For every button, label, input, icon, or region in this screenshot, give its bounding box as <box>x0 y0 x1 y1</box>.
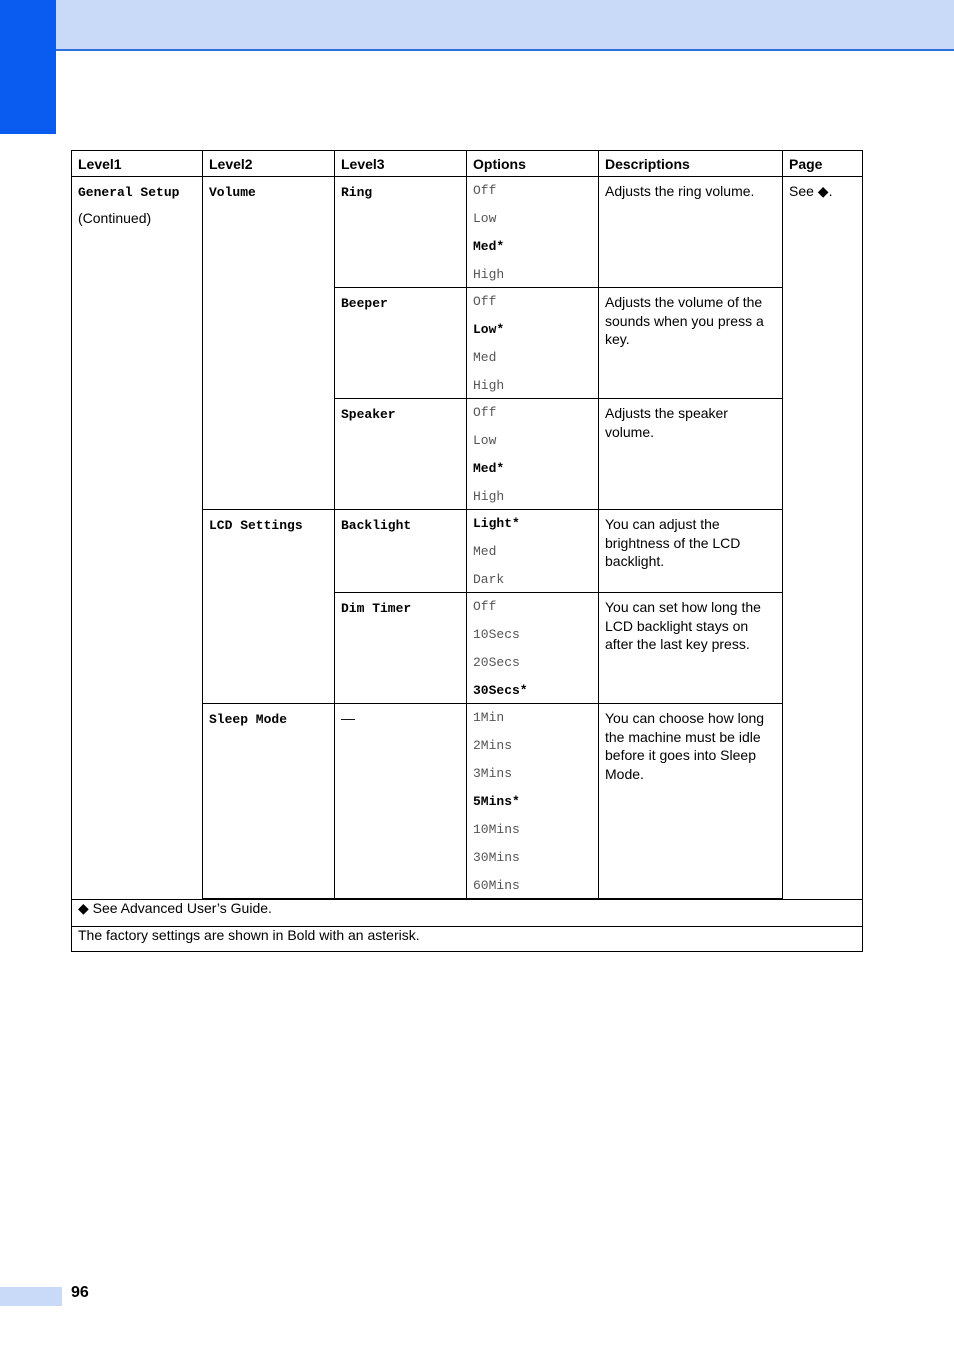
footnote-row <box>72 927 863 952</box>
header-page: Page <box>783 151 863 177</box>
table-row <box>72 177 863 288</box>
option-item-default: Med* <box>473 239 505 254</box>
level3-beeper <box>335 288 467 399</box>
level3-beeper-label: Beeper <box>341 296 388 311</box>
option-item-default: 5Mins* <box>473 794 520 809</box>
settings-table <box>71 150 863 952</box>
level2-lcd <box>203 510 335 704</box>
level2-lcd-label: LCD Settings <box>209 518 303 533</box>
page-number-tab <box>0 1287 62 1306</box>
options-sleep <box>467 704 599 899</box>
header-level2: Level2 <box>203 151 335 177</box>
table-header-row <box>72 151 863 177</box>
option-item-default: Low* <box>473 322 505 337</box>
level3-ring-label: Ring <box>341 185 373 200</box>
description-backlight: You can adjust the brightness of the LCD backlight. <box>599 510 783 593</box>
option-item: Off <box>473 183 497 198</box>
description-ring: Adjusts the ring volume. <box>599 177 783 288</box>
options-backlight <box>467 510 599 593</box>
option-item: Off <box>473 294 497 309</box>
page-ref: See ◆. <box>789 183 833 199</box>
option-item: Off <box>473 405 497 420</box>
option-item: 10Secs <box>473 627 520 642</box>
level1-name: General Setup <box>78 185 180 200</box>
option-item-default: 30Secs* <box>473 683 528 698</box>
option-item: 1Min <box>473 710 505 725</box>
level3-dim-timer-label: Dim Timer <box>341 601 412 616</box>
level1-cell <box>72 177 203 900</box>
level3-sleep <box>335 704 467 899</box>
description-beeper: Adjusts the volume of the sounds when you press a key. <box>599 288 783 399</box>
option-item: 30Mins <box>473 850 520 865</box>
chapter-tab <box>0 0 56 134</box>
option-item: Dark <box>473 572 505 587</box>
description-speaker: Adjusts the speaker volume. <box>599 399 783 510</box>
option-item: High <box>473 489 505 504</box>
option-item: 2Mins <box>473 738 513 753</box>
level2-sleep-label: Sleep Mode <box>209 712 288 727</box>
option-item-default: Med* <box>473 461 505 476</box>
option-item: Med <box>473 350 497 365</box>
option-item-default: Light* <box>473 516 520 531</box>
option-item: Off <box>473 599 497 614</box>
option-item: Low <box>473 211 497 226</box>
option-item: Low <box>473 433 497 448</box>
level3-backlight <box>335 510 467 593</box>
footnote-row <box>72 900 863 927</box>
option-item: High <box>473 378 505 393</box>
level2-volume <box>203 177 335 510</box>
description-dim-timer: You can set how long the LCD backlight stays on after the last key press. <box>599 593 783 704</box>
option-item: Med <box>473 544 497 559</box>
level3-ring <box>335 177 467 288</box>
header-descriptions: Descriptions <box>599 151 783 177</box>
page-number: 96 <box>71 1284 89 1301</box>
option-item: 3Mins <box>473 766 513 781</box>
header-level1: Level1 <box>72 151 203 177</box>
level2-sleep <box>203 704 335 899</box>
level3-dim-timer <box>335 593 467 704</box>
level1-continued: (Continued) <box>78 210 152 226</box>
option-item: 20Secs <box>473 655 520 670</box>
footnote-advanced: ◆ See Advanced User’s Guide. <box>72 900 863 927</box>
level3-backlight-label: Backlight <box>341 518 412 533</box>
option-item: 10Mins <box>473 822 520 837</box>
page-ref-cell <box>783 177 863 900</box>
footnote-factory: The factory settings are shown in Bold with an asterisk. <box>72 927 863 952</box>
level3-speaker <box>335 399 467 510</box>
level3-speaker-label: Speaker <box>341 407 396 422</box>
options-beeper <box>467 288 599 399</box>
level2-volume-label: Volume <box>209 185 256 200</box>
option-item: 60Mins <box>473 878 520 893</box>
options-dim-timer <box>467 593 599 704</box>
header-band <box>56 0 954 51</box>
header-options: Options <box>467 151 599 177</box>
options-ring <box>467 177 599 288</box>
header-level3: Level3 <box>335 151 467 177</box>
options-speaker <box>467 399 599 510</box>
option-item: High <box>473 267 505 282</box>
level3-sleep-dash: — <box>341 710 355 726</box>
description-sleep: You can choose how long the machine must be idle before it goes into Sleep Mode. <box>599 704 783 899</box>
